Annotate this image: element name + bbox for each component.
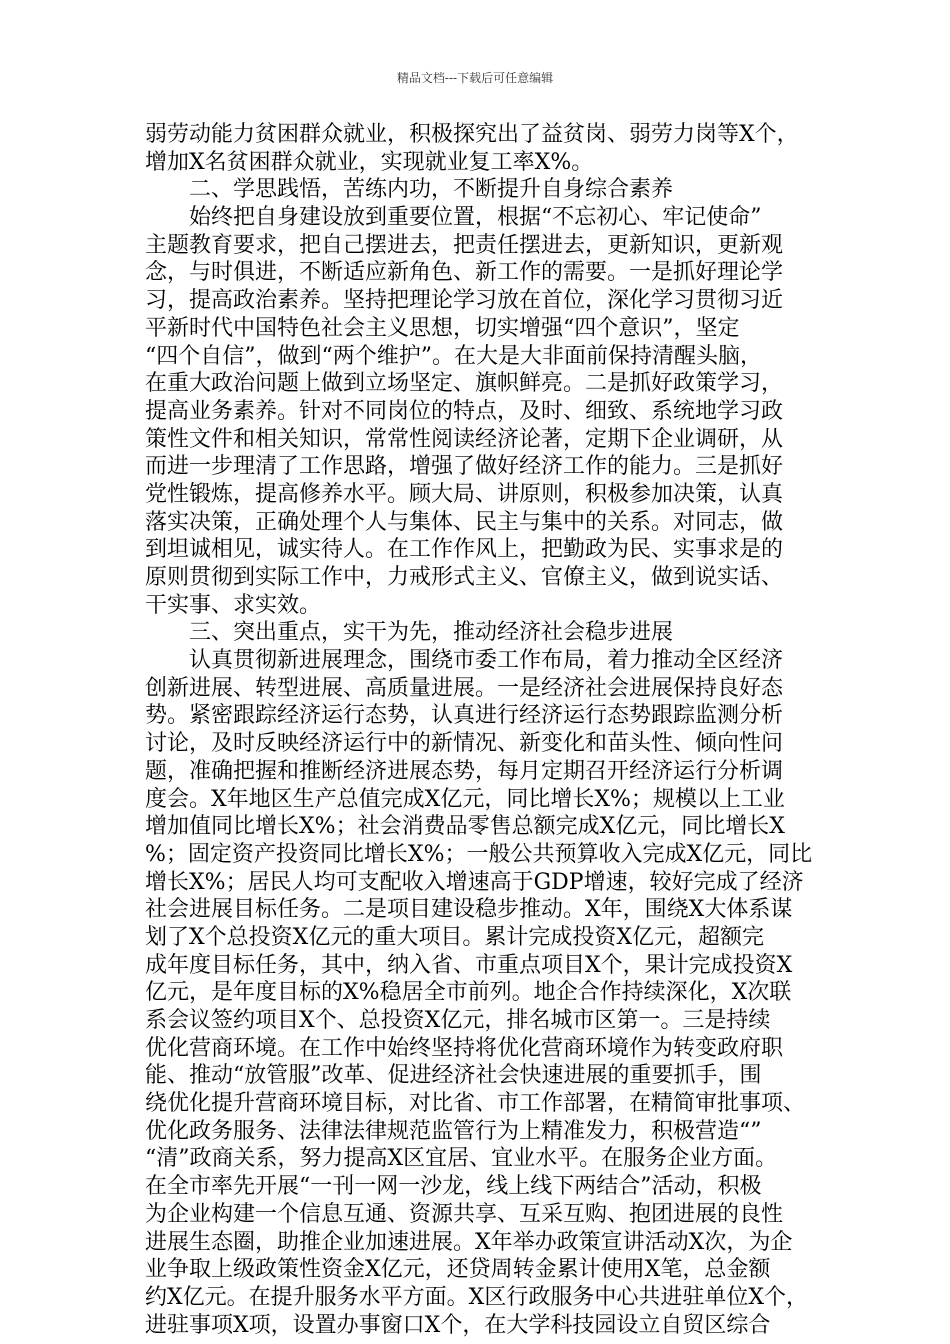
- text-line: 讨论，及时反映经济运行中的新情况、新变化和苗头性、倾向性问: [145, 731, 784, 757]
- text-line: 而进一步理清了工作思路，增强了做好经济工作的能力。三是抓好: [145, 454, 784, 480]
- text-line: 增加值同比增长X%；社会消费品零售总额完成X亿元，同比增长X: [145, 814, 785, 840]
- text-line: 三、突出重点，实干为先，推动经济社会稳步进展: [189, 620, 674, 646]
- text-line: 度会。X年地区生产总值完成X亿元，同比增长X%；规模以上工业: [145, 786, 785, 812]
- text-line: 约X亿元。在提升服务水平方面。X区行政服务中心共进驻单位X个，: [145, 1284, 808, 1310]
- text-line: 在重大政治问题上做到立场坚定、旗帜鲜亮。二是抓好政策学习，: [145, 371, 784, 397]
- text-line: 能、推动“放管服”改革、促进经济社会快速进展的重要抓手，围: [145, 1063, 762, 1089]
- text-line: 始终把自身建设放到重要位置，根据“不忘初心、牢记使命”: [189, 205, 762, 231]
- text-line: 到坦诚相见，诚实待人。在工作作风上，把勤政为民、实事求是的: [145, 537, 784, 563]
- text-line: “四个自信”，做到“两个维护”。在大是大非面前保持清醒头脑，: [145, 343, 762, 369]
- text-line: 题，准确把握和推断经济进展态势，每月定期召开经济运行分析调: [145, 758, 784, 784]
- text-line: 进驻事项X项，设置办事窗口X个，在大学科技园设立自贸区综合: [145, 1312, 771, 1338]
- page-header: 精品文档---下载后可任意编辑: [396, 71, 554, 85]
- text-line: 党性锻炼，提高修养水平。顾大局、讲原则，积极参加决策，认真: [145, 481, 784, 507]
- text-line: 划了X个总投资X亿元的重大项目。累计完成投资X亿元，超额完: [145, 924, 764, 950]
- text-line: 原则贯彻到实际工作中，力戒形式主义、官僚主义，做到说实话、: [145, 565, 784, 590]
- text-line: 优化政务服务、法律法律规范监管行为上精准发力，积极营造“”: [145, 1118, 762, 1144]
- text-line: “清”政商关系，努力提高X区宜居、宜业水平。在服务企业方面。: [145, 1146, 778, 1172]
- text-line: %；固定资产投资同比增长X%；一般公共预算收入完成X亿元，同比: [145, 841, 813, 867]
- text-line: 念，与时俱进，不断适应新角色、新工作的需要。一是抓好理论学: [145, 260, 784, 286]
- text-line: 提高业务素养。针对不同岗位的特点，及时、细致、系统地学习政: [145, 398, 784, 424]
- text-line: 认真贯彻新进展理念，围绕市委工作布局，着力推动全区经济: [189, 648, 784, 674]
- text-line: 在全市率先开展“一刊一网一沙龙，线上线下两结合”活动，积极: [145, 1174, 762, 1200]
- text-line: 优化营商环境。在工作中始终坚持将优化营商环境作为转变政府职: [145, 1035, 784, 1061]
- text-line: 系会议签约项目X个、总投资X亿元，排名城市区第一。三是持续: [145, 1008, 771, 1033]
- text-line: 二、学思践悟，苦练内功，不断提升自身综合素养: [189, 177, 674, 203]
- text-line: 增加X名贫困群众就业，实现就业复工率X%。: [145, 149, 594, 175]
- text-line: 成年度目标任务，其中，纳入省、市重点项目X个，果计完成投资X: [145, 952, 793, 978]
- text-line: 策性文件和相关知识，常常性阅读经济论著，定期下企业调研，从: [145, 426, 784, 452]
- text-line: 干实事、求实效。: [145, 592, 322, 618]
- text-line: 为企业构建一个信息互通、资源共享、互采互购、抱团进展的良性: [145, 1201, 784, 1227]
- text-line: 主题教育要求，把自己摆进去，把责任摆进去，更新知识，更新观: [145, 232, 784, 258]
- text-line: 社会进展目标任务。二是项目建设稳步推动。X年，围绕X大体系谋: [145, 897, 793, 923]
- text-line: 亿元，是年度目标的X%稳居全市前列。地企合作持续深化，X次联: [145, 980, 792, 1006]
- text-line: 创新进展、转型进展、高质量进展。一是经济社会进展保持良好态: [145, 675, 784, 701]
- text-line: 弱劳动能力贫困群众就业，积极探究出了益贫岗、弱劳力岗等X个，: [145, 122, 799, 147]
- text-line: 增长X%；居民人均可支配收入增速高于GDP增速，较好完成了经济: [145, 869, 804, 895]
- text-line: 平新时代中国特色社会主义思想，切实增强“四个意识”，坚定: [145, 315, 740, 341]
- text-line: 习，提高政治素养。坚持把理论学习放在首位，深化学习贯彻习近: [145, 288, 784, 314]
- text-line: 落实决策，正确处理个人与集体、民主与集中的关系。对同志，做: [145, 509, 784, 535]
- text-line: 势。紧密跟踪经济运行态势，认真进行经济运行态势跟踪监测分析: [145, 703, 784, 729]
- body-text: [145, 121, 817, 1339]
- text-line: 业争取上级政策性资金X亿元，还贷周转金累计使用X笔，总金额: [145, 1257, 771, 1283]
- text-line: 绕优化提升营商环境目标，对比省、市工作部署，在精简审批事项、: [145, 1091, 806, 1117]
- text-line: 进展生态圈，助推企业加速进展。X年举办政策宣讲活动X次，为企: [145, 1229, 793, 1255]
